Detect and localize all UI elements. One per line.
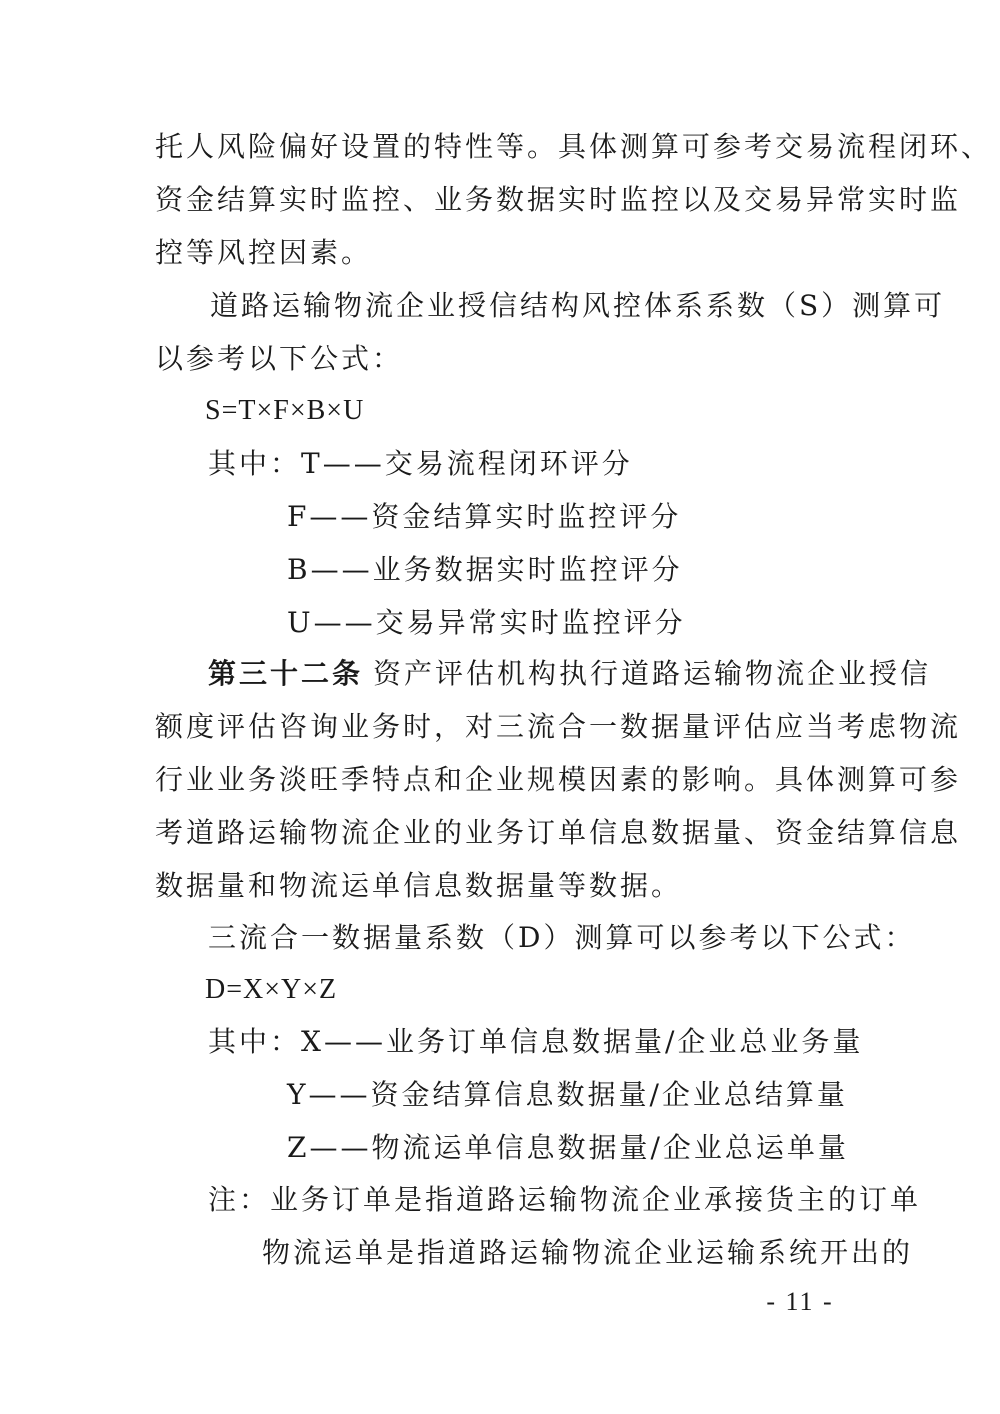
note-line — [208, 1180, 921, 1220]
body-line: 资金结算实时监控、业务数据实时监控以及交易异常实时监 — [155, 183, 962, 216]
note-label: 注： — [208, 1183, 271, 1216]
term-prefix: 其中： — [208, 1025, 302, 1058]
note-text: 业务订单是指道路运输物流企业承接货主的订单 — [270, 1183, 922, 1216]
body-line: 以参考以下公式： — [155, 342, 404, 375]
article-heading: 第三十二条 — [208, 657, 364, 690]
d-intro: 三流合一数据量系数（D）测算可以参考以下公式： — [208, 921, 916, 954]
formula-term-t — [208, 444, 633, 484]
term-text: X——业务订单信息数据量/企业总业务量 — [301, 1025, 864, 1058]
body-line: 额度评估咨询业务时，对三流合一数据量评估应当考虑物流 — [155, 710, 962, 743]
body-line: 数据量和物流运单信息数据量等数据。 — [155, 869, 683, 902]
note-line: 物流运单是指道路运输物流企业运输系统开出的 — [262, 1236, 914, 1269]
formula-term-z: Z——物流运单信息数据量/企业总运单量 — [287, 1131, 849, 1164]
formula-term-x — [208, 1022, 863, 1062]
term-prefix: 其中： — [208, 447, 302, 480]
body-line: 托人风险偏好设置的特性等。具体测算可参考交易流程闭环、 — [155, 130, 993, 163]
formula-s: S=T×F×B×U — [205, 395, 365, 426]
body-line: 考道路运输物流企业的业务订单信息数据量、资金结算信息 — [155, 816, 962, 849]
formula-term-b: B——业务数据实时监控评分 — [287, 553, 683, 586]
formula-term-u: U——交易异常实时监控评分 — [287, 606, 686, 639]
formula-term-y: Y——资金结算信息数据量/企业总结算量 — [287, 1078, 848, 1111]
page-number: - 11 - — [766, 1287, 834, 1316]
formula-term-f: F——资金结算实时监控评分 — [287, 500, 682, 533]
body-line: 道路运输物流企业授信结构风控体系系数（S）测算可 — [210, 289, 946, 322]
article-text: 资产评估机构执行道路运输物流企业授信 — [373, 657, 932, 690]
body-line: 控等风控因素。 — [155, 236, 373, 269]
body-line: 行业业务淡旺季特点和企业规模因素的影响。具体测算可参 — [155, 763, 962, 796]
article-first-line — [208, 654, 931, 694]
formula-d: D=X×Y×Z — [205, 974, 338, 1005]
term-text: T——交易流程闭环评分 — [301, 447, 633, 480]
